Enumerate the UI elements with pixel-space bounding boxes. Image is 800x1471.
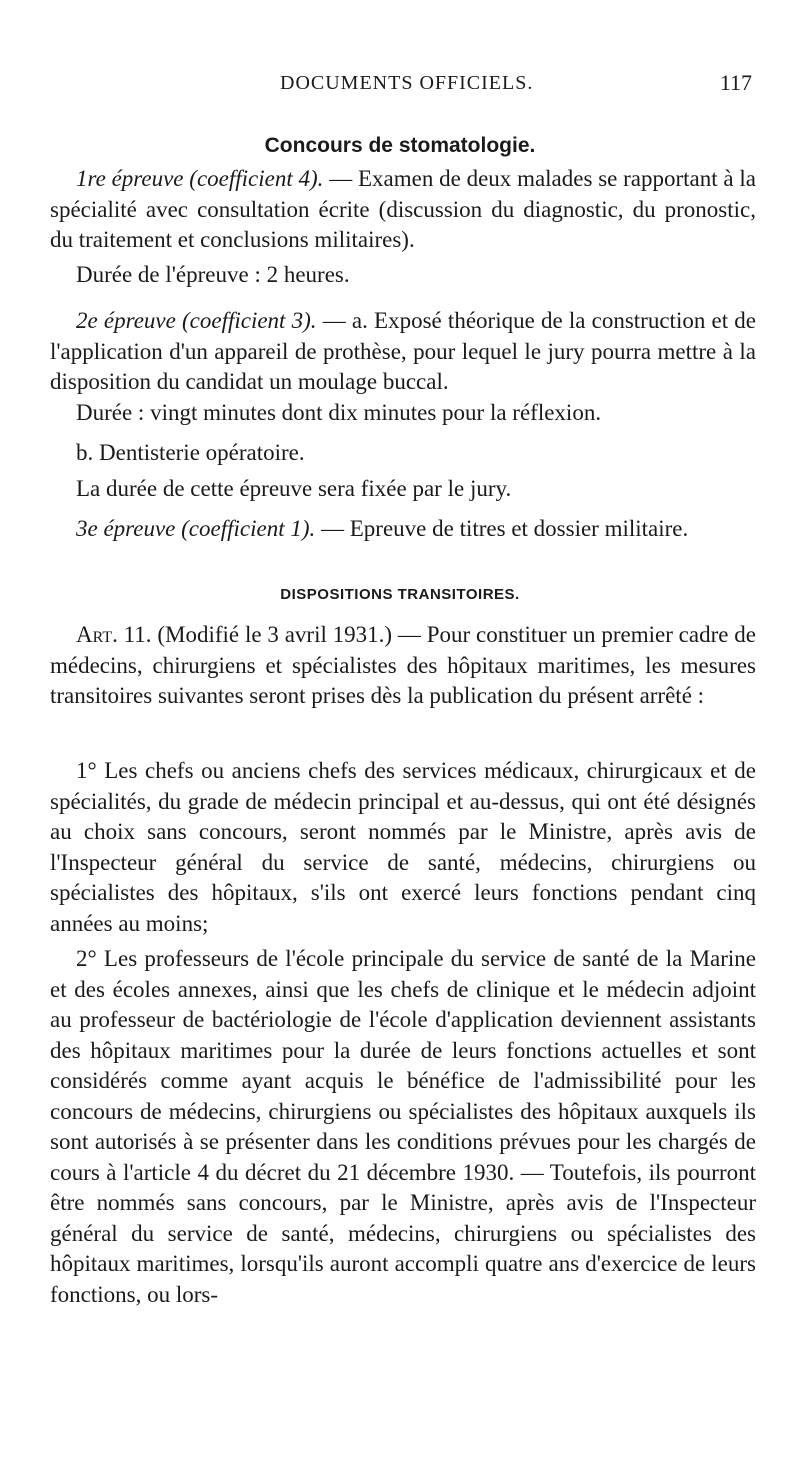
- article-point-1: 1° Les chefs ou anciens chefs des services médicaux, chirurgicaux et de spécialités, du grade de médecin principal et au-dessus, qui ont été désignés au choix sans concours, seront nommés par le Ministre, après avis de l'Inspecteur général du service de santé, médecins, chirurgiens ou spécialistes des hôpitaux, s'ils ont exercé leurs fonctions pendant cinq années au moins;: [50, 758, 756, 936]
- dispositions-heading: DISPOSITIONS TRANSITOIRES.: [280, 586, 520, 603]
- epreuve-2-paragraph: [50, 306, 756, 398]
- epreuve-2-label: 2e épreuve (coefficient 3).: [76, 308, 317, 333]
- article-11-intro: [50, 620, 756, 712]
- epreuve-1-text: — Examen de deux malades se rapportant à la spécialité avec consultation écrite (discussion du diagnostic, du pronostic, du traitement et conclusions militaires).: [50, 166, 756, 252]
- page-header: [70, 66, 760, 102]
- article-label: Art. 11.: [76, 622, 152, 647]
- epreuve-2-b-duree: La durée de cette épreuve sera fixée par le jury.: [76, 476, 512, 501]
- epreuve-3-text: — Epreuve de titres et dossier militaire.: [315, 516, 689, 541]
- epreuve-1-paragraph: [50, 150, 756, 256]
- running-title: DOCUMENTS OFFICIELS.: [280, 72, 534, 94]
- epreuve-2-duree: Durée : vingt minutes dont dix minutes pour la réflexion.: [76, 400, 602, 425]
- epreuve-3-paragraph: [50, 514, 756, 545]
- epreuve-1-duree: Durée de l'épreuve : 2 heures.: [76, 262, 350, 287]
- page-number: 117: [719, 70, 752, 95]
- epreuve-2-text: — a. Exposé théorique de la construction et de l'application d'un appareil de prothèse, pour lequel le jury pourra mettre à la disposition du candidat un moulage buccal.: [50, 308, 756, 394]
- epreuve-1-label: 1re épreuve (coefficient 4).: [76, 166, 324, 191]
- epreuve-2-b: b. Dentisterie opératoire.: [76, 440, 305, 465]
- epreuve-3-label: 3e épreuve (coefficient 1).: [76, 516, 316, 541]
- article-point-2: 2° Les professeurs de l'école principale du service de santé de la Marine et des écoles annexes, ainsi que les chefs de clinique et le médecin adjoint au professeur de bactériologie de l'école d'application deviennent assistants des hôpitaux maritimes pour la durée de leurs fonctions actuelles et sont considérés comme ayant acquis le bénéfice de l'admissibilité pour les concours de médecins, chirurgiens ou spécialistes des hôpitaux auxquels ils sont autorisés à se présenter dans les conditions prévues pour les chargés de cours à l'article 4 du décret du 21 décembre 1930. — Toutefois, ils pourront être nommés sans concours, par le Ministre, après avis de l'Inspecteur général du service de santé, médecins, chirurgiens ou spécialistes des hôpitaux maritimes, lorsqu'ils auront accompli quatre ans d'exercice de leurs fonctions, ou lors-: [50, 946, 756, 1307]
- section-title: Concours de stomatologie.: [264, 134, 536, 157]
- article-intro-text: (Modifié le 3 avril 1931.) — Pour constituer un premier cadre de médecins, chirurgiens et spécialistes des hôpitaux maritimes, les mesures transitoires suivantes seront prises dès la publication du présent arrêté :: [50, 622, 756, 708]
